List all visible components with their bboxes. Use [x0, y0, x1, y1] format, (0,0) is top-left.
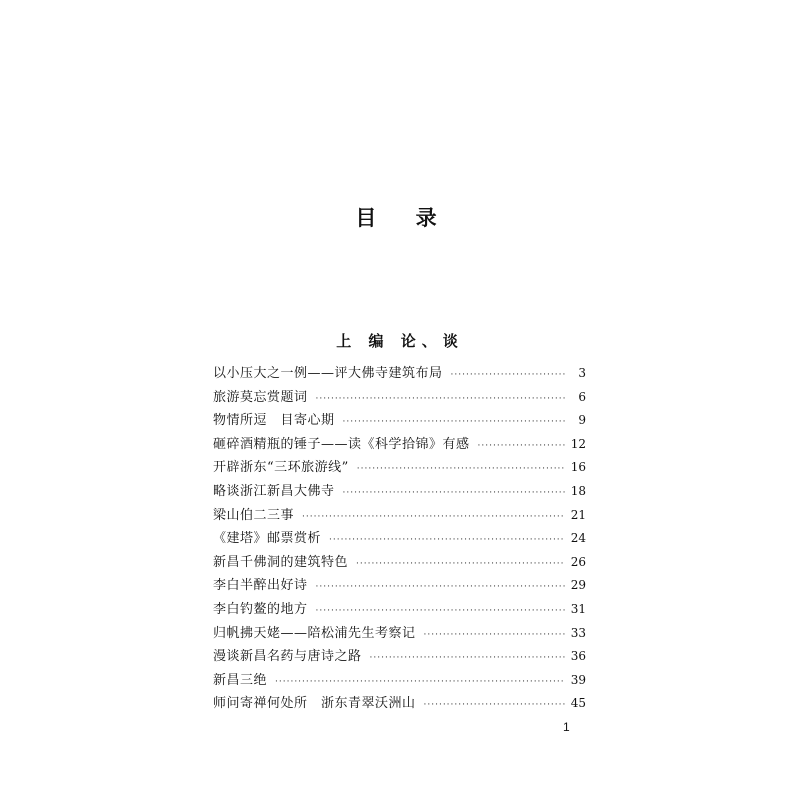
- toc-entry-title: 砸碎酒精瓶的锤子——读《科学拾锦》有感: [213, 436, 470, 452]
- toc-entry[interactable]: [213, 645, 586, 669]
- toc-entry-title: 《建塔》邮票赏析: [213, 531, 322, 547]
- dot-leader: [316, 576, 565, 600]
- toc-entry[interactable]: [213, 362, 586, 386]
- dot-leader: [424, 624, 565, 648]
- toc-page-number: 26: [570, 554, 586, 569]
- toc-page-number: 33: [570, 625, 586, 640]
- toc-entry[interactable]: [213, 409, 586, 433]
- toc-entry[interactable]: [213, 574, 586, 598]
- toc-page-number: 45: [570, 696, 586, 711]
- toc-page-number: 39: [570, 672, 586, 687]
- dot-leader: [329, 529, 565, 553]
- toc-entry[interactable]: [213, 433, 586, 457]
- toc-entry[interactable]: [213, 456, 586, 480]
- toc-entry[interactable]: [213, 504, 586, 528]
- toc-entry-title: 旅游莫忘赏题词: [213, 389, 308, 405]
- toc-page-number: 16: [570, 460, 586, 475]
- table-of-contents: [213, 362, 586, 716]
- dot-leader: [357, 458, 565, 482]
- dot-leader: [478, 435, 565, 459]
- toc-entry[interactable]: [213, 669, 586, 693]
- dot-leader: [356, 553, 565, 577]
- page-footer-number: 1: [563, 720, 570, 734]
- toc-entry[interactable]: [213, 598, 586, 622]
- dot-leader: [451, 364, 566, 388]
- toc-entry[interactable]: [213, 480, 586, 504]
- dot-leader: [343, 411, 566, 435]
- dot-leader: [343, 482, 565, 506]
- toc-page-number: 9: [578, 413, 586, 428]
- toc-page-number: 3: [578, 366, 586, 380]
- toc-page-number: 36: [570, 649, 586, 664]
- toc-page-number: 12: [570, 436, 586, 451]
- dot-leader: [275, 671, 565, 695]
- toc-entry-title: 李白半醉出好诗: [213, 578, 308, 594]
- section-title: 上 编 论、谈: [336, 332, 464, 350]
- toc-page-number: 29: [570, 578, 586, 593]
- toc-entry[interactable]: [213, 551, 586, 575]
- toc-entry-title: 以小压大之一例——评大佛寺建筑布局: [213, 366, 443, 381]
- dot-leader: [424, 694, 565, 718]
- toc-entry-title: 物情所逗 目寄心期: [213, 413, 335, 429]
- toc-entry-title: 略谈浙江新昌大佛寺: [213, 483, 335, 499]
- toc-entry[interactable]: [213, 527, 586, 551]
- toc-entry-title: 开辟浙东“三环旅游线”: [213, 460, 349, 476]
- toc-entry-title: 师问寄禅何处所 浙东青翠沃洲山: [213, 696, 416, 712]
- toc-page-number: 18: [570, 483, 586, 498]
- toc-page-number: 24: [570, 531, 586, 546]
- toc-entry-title: 漫谈新昌名药与唐诗之路: [213, 649, 362, 665]
- dot-leader: [316, 600, 565, 624]
- toc-page-number: 21: [570, 507, 586, 522]
- toc-entry[interactable]: [213, 622, 586, 646]
- toc-entry-title: 梁山伯二三事: [213, 507, 295, 523]
- dot-leader: [302, 506, 565, 530]
- dot-leader: [370, 647, 565, 671]
- dot-leader: [316, 388, 566, 412]
- toc-page-number: 6: [578, 389, 586, 404]
- toc-entry[interactable]: [213, 692, 586, 716]
- page-title: 目 录: [355, 205, 453, 230]
- toc-entry-title: 归帆拂天姥——陪松浦先生考察记: [213, 625, 416, 641]
- toc-entry[interactable]: [213, 386, 586, 410]
- toc-page-number: 31: [570, 601, 586, 616]
- toc-entry-title: 新昌三绝: [213, 672, 268, 688]
- toc-entry-title: 李白钓鳌的地方: [213, 601, 308, 617]
- toc-entry-title: 新昌千佛洞的建筑特色: [213, 554, 349, 570]
